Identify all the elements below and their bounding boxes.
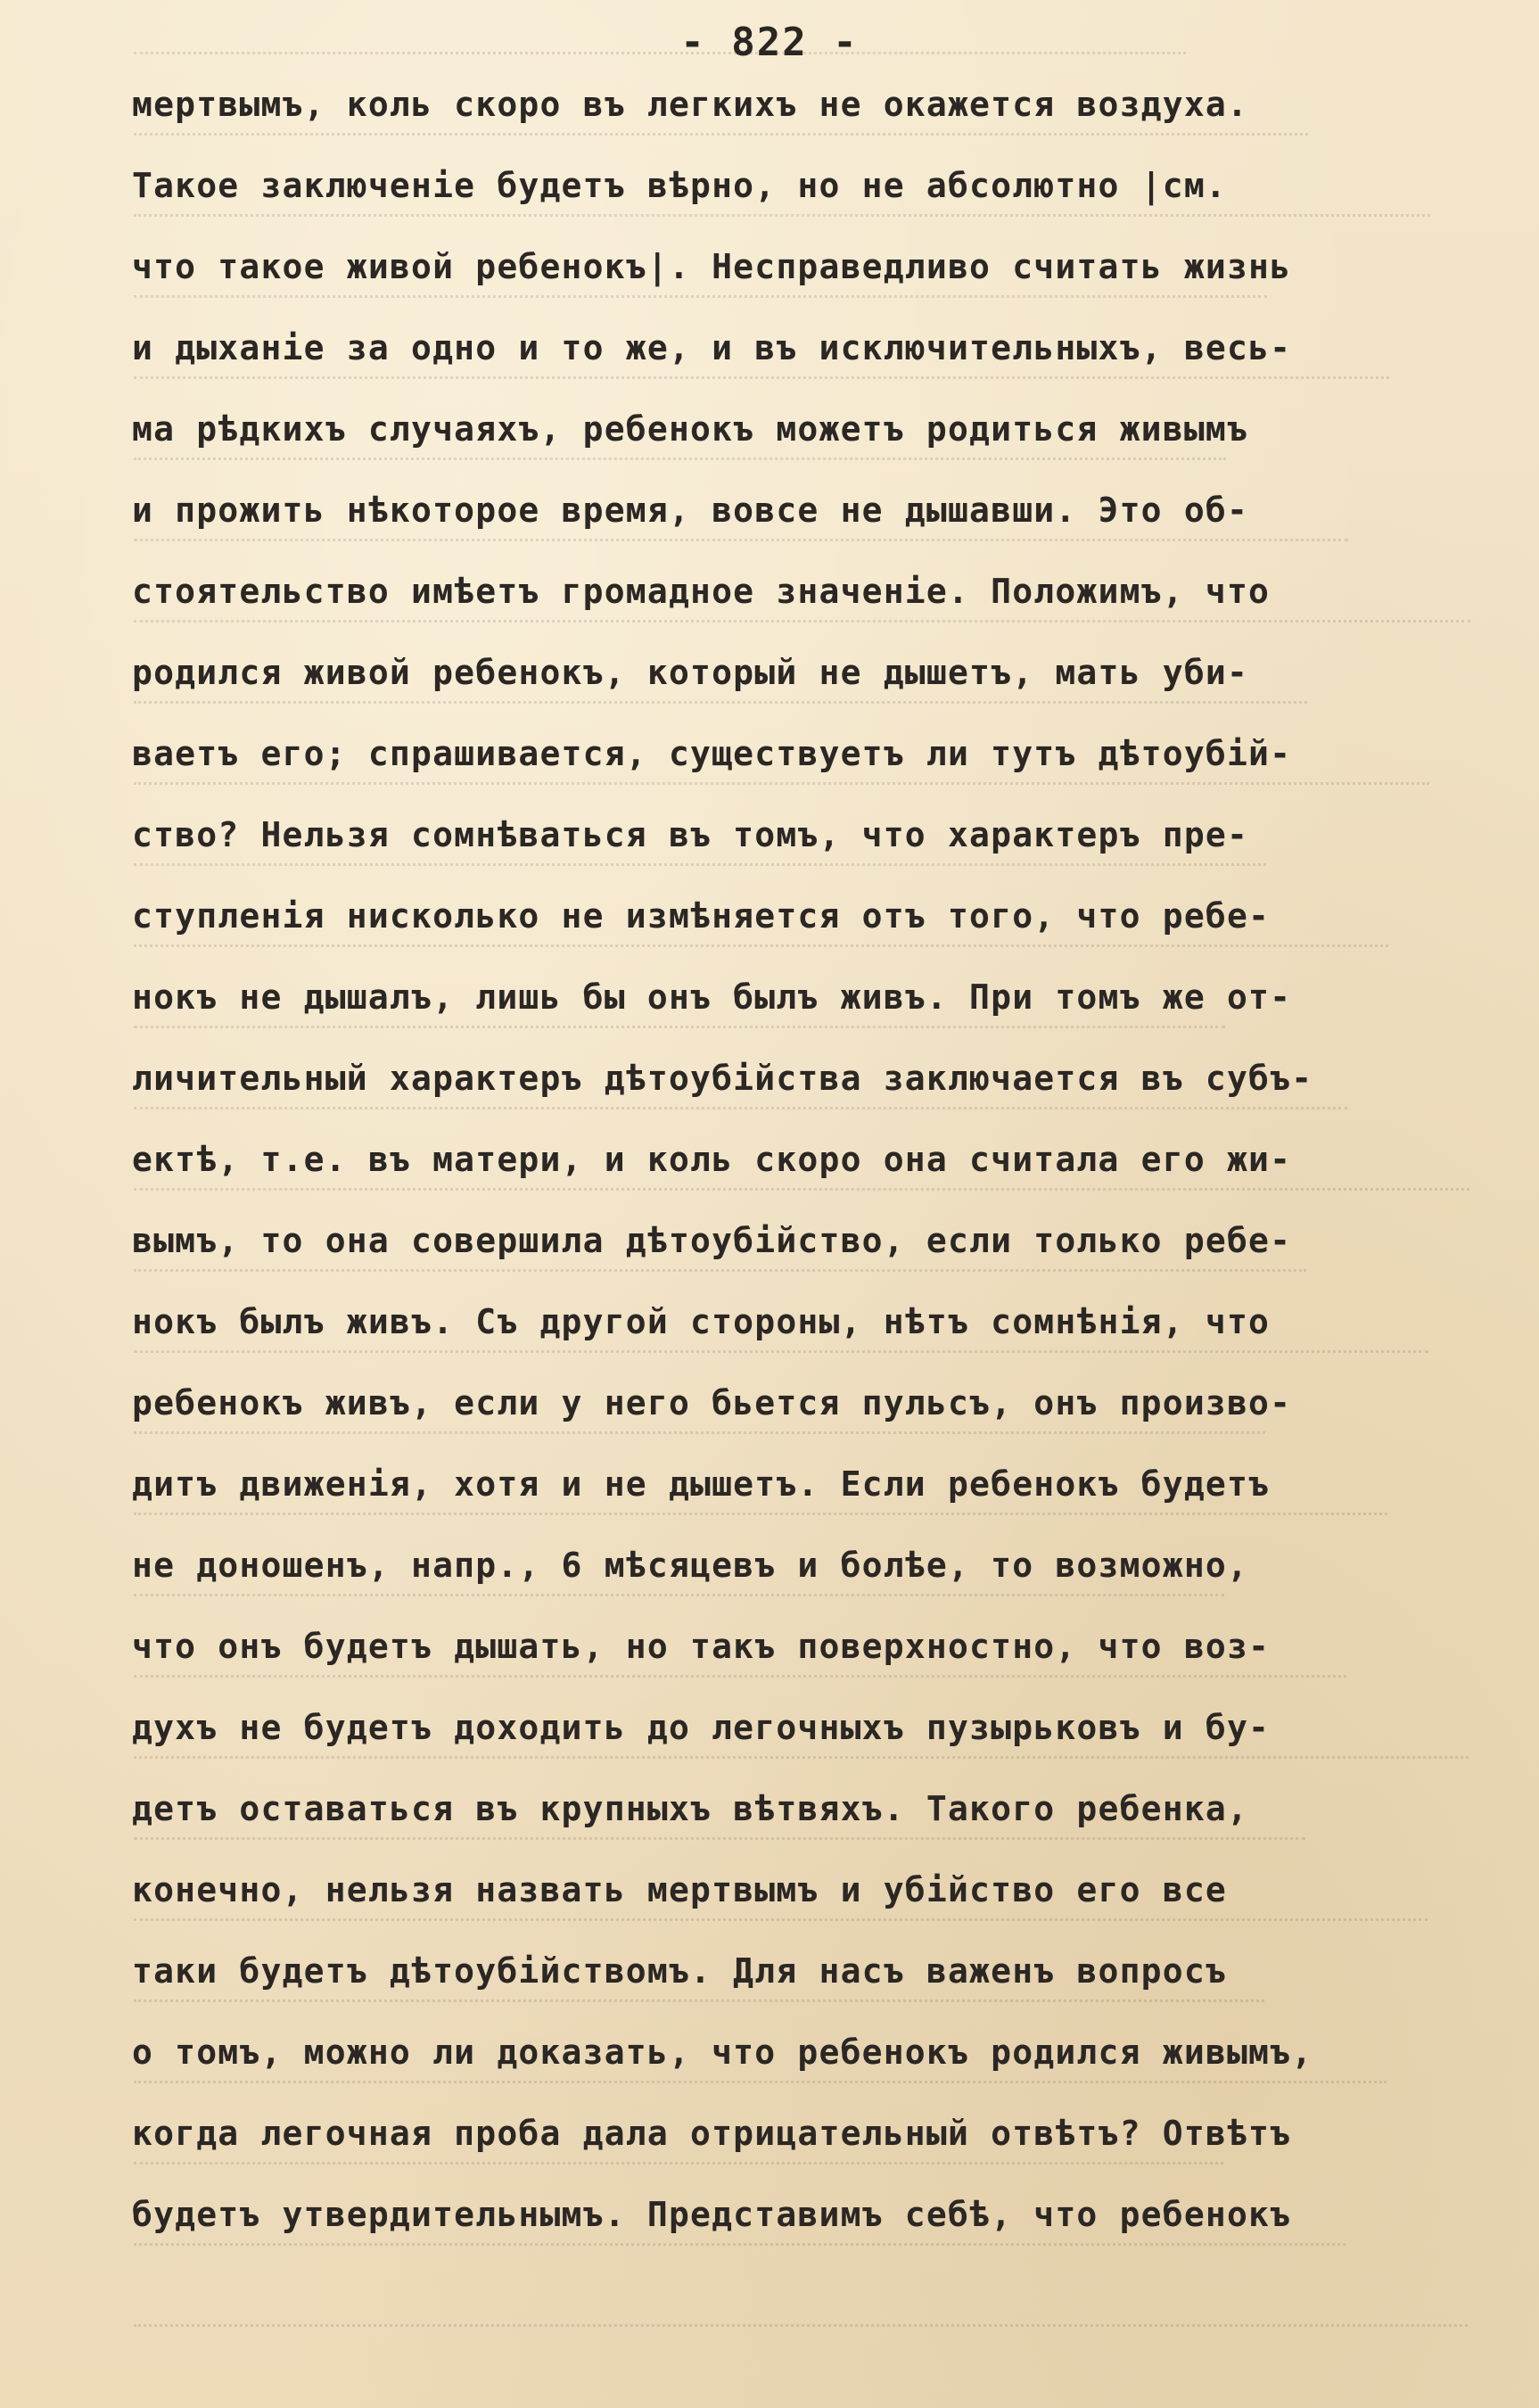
text-line: детъ оставаться въ крупныхъ вѣтвяхъ. Такого ребенка, <box>132 1789 1249 1828</box>
text-line: не доношенъ, напр., 6 мѣсяцевъ и болѣе, то возможно, <box>132 1546 1249 1585</box>
text-line: духъ не будетъ доходить до легочныхъ пузырьковъ и бу- <box>132 1708 1271 1747</box>
text-line: когда легочная проба дала отрицательный отвѣтъ? Отвѣтъ <box>132 2114 1292 2153</box>
text-line: нокъ не дышалъ, лишь бы онъ былъ живъ. При томъ же от- <box>132 977 1292 1017</box>
text-line: ваетъ его; спрашивается, существуетъ ли тутъ дѣтоубій- <box>132 734 1292 773</box>
text-line: о томъ, можно ли доказать, что ребенокъ родился живымъ, <box>132 2033 1313 2072</box>
text-line: ступленія нисколько не измѣняется отъ того, что ребе- <box>132 896 1271 936</box>
text-line: что такое живой ребенокъ|. Несправедливо считать жизнь <box>132 247 1292 286</box>
text-line: ма рѣдкихъ случаяхъ, ребенокъ можетъ родиться живымъ <box>132 409 1249 449</box>
text-line: ство? Нельзя сомнѣваться въ томъ, что характеръ пре- <box>132 815 1249 854</box>
text-line: нокъ былъ живъ. Съ другой стороны, нѣтъ сомнѣнія, что <box>132 1302 1271 1341</box>
text-line: родился живой ребенокъ, который не дышетъ, мать уби- <box>132 653 1249 692</box>
page-number: - 822 - <box>680 20 859 65</box>
text-line: и прожить нѣкоторое время, вовсе не дышавши. Это об- <box>132 491 1249 530</box>
text-line: таки будетъ дѣтоубійствомъ. Для насъ важенъ вопросъ <box>132 1951 1227 1991</box>
text-line: Такое заключеніе будетъ вѣрно, но не абсолютно |см. <box>132 166 1227 205</box>
bleed-through-line <box>134 2324 1468 2341</box>
text-line: ектѣ, т.е. въ матери, и коль скоро она считала его жи- <box>132 1140 1292 1179</box>
text-line: что онъ будетъ дышать, но такъ поверхностно, что воз- <box>132 1627 1271 1666</box>
text-line: конечно, нельзя назвать мертвымъ и убійство его все <box>132 1870 1227 1909</box>
text-line: личительный характеръ дѣтоубійства заключается въ субъ- <box>132 1059 1313 1098</box>
body-text <box>132 64 1469 2255</box>
text-line: мертвымъ, коль скоро въ легкихъ не окажется воздуха. <box>132 85 1249 124</box>
text-line: вымъ, то она совершила дѣтоубійство, если только ребе- <box>132 1221 1292 1260</box>
text-line: стоятельство имѣетъ громадное значеніе. Положимъ, что <box>132 572 1271 611</box>
text-line: дитъ движенія, хотя и не дышетъ. Если ребенокъ будетъ <box>132 1464 1271 1504</box>
text-line: и дыханіе за одно и то же, и въ исключительныхъ, весь- <box>132 328 1292 367</box>
text-line: ребенокъ живъ, если у него бьется пульсъ, онъ произво- <box>132 1383 1292 1423</box>
text-line: будетъ утвердительнымъ. Представимъ себѣ, что ребенокъ <box>132 2195 1292 2234</box>
